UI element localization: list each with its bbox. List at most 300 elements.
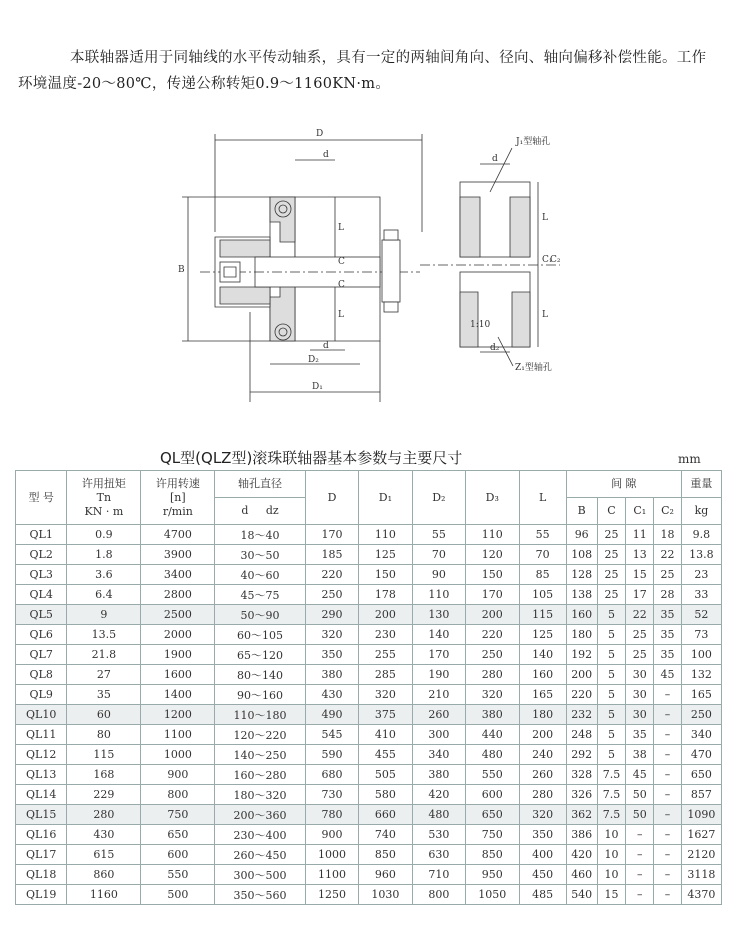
table-cell: 800 xyxy=(141,785,215,805)
table-row xyxy=(16,685,722,705)
table-cell: 850 xyxy=(359,845,412,865)
table-cell: 260 xyxy=(412,705,465,725)
table-cell: 650 xyxy=(681,765,721,785)
table-cell: QL9 xyxy=(16,685,67,705)
table-cell: 108 xyxy=(566,545,597,565)
table-cell: 460 xyxy=(566,865,597,885)
table-cell: QL12 xyxy=(16,745,67,765)
table-cell: – xyxy=(654,885,682,905)
table-cell: 857 xyxy=(681,785,721,805)
table-cell: 150 xyxy=(359,565,412,585)
table-cell: 90～160 xyxy=(215,685,305,705)
table-row xyxy=(16,885,722,905)
table-cell: 380 xyxy=(305,665,358,685)
table-cell: 120 xyxy=(466,545,519,565)
table-cell: 730 xyxy=(305,785,358,805)
table-cell: 380 xyxy=(412,765,465,785)
table-cell: 800 xyxy=(412,885,465,905)
table-cell: 710 xyxy=(412,865,465,885)
table-cell: 65～120 xyxy=(215,645,305,665)
table-cell: 580 xyxy=(359,785,412,805)
table-cell: 200 xyxy=(466,605,519,625)
table-cell: 440 xyxy=(466,725,519,745)
taper-label: 1:10 xyxy=(470,320,491,330)
table-cell: 362 xyxy=(566,805,597,825)
table-cell: 232 xyxy=(566,705,597,725)
table-cell: 1400 xyxy=(141,685,215,705)
table-cell: 140～250 xyxy=(215,745,305,765)
table-cell: 170 xyxy=(412,645,465,665)
table-cell: 25 xyxy=(597,565,626,585)
table-cell: – xyxy=(626,825,654,845)
table-cell: 70 xyxy=(519,545,566,565)
table-cell: 250 xyxy=(305,585,358,605)
table-cell: 45 xyxy=(654,665,682,685)
table-cell: 1090 xyxy=(681,805,721,825)
table-cell: 900 xyxy=(305,825,358,845)
table-cell: 80 xyxy=(67,725,141,745)
dim-D-label: D xyxy=(316,129,324,139)
header-D1: D₁ xyxy=(359,471,412,525)
table-row xyxy=(16,645,722,665)
table-cell: 50 xyxy=(626,785,654,805)
table-cell: – xyxy=(654,825,682,845)
table-cell: 1250 xyxy=(305,885,358,905)
table-cell: 350～560 xyxy=(215,885,305,905)
table-cell: 3118 xyxy=(681,865,721,885)
table-cell: QL4 xyxy=(16,585,67,605)
table-cell: QL16 xyxy=(16,825,67,845)
table-cell: 7.5 xyxy=(597,785,626,805)
table-cell: 5 xyxy=(597,745,626,765)
table-cell: 280 xyxy=(519,785,566,805)
table-cell: 650 xyxy=(466,805,519,825)
table-row xyxy=(16,805,722,825)
table-cell: 115 xyxy=(519,605,566,625)
table-row xyxy=(16,725,722,745)
header-weight-unit: kg xyxy=(681,498,721,525)
table-cell: 10 xyxy=(597,825,626,845)
table-cell: 260～450 xyxy=(215,845,305,865)
table-row xyxy=(16,845,722,865)
table-cell: 290 xyxy=(305,605,358,625)
table-cell: 100 xyxy=(681,645,721,665)
table-cell: QL15 xyxy=(16,805,67,825)
table-cell: 780 xyxy=(305,805,358,825)
table-cell: 35 xyxy=(654,605,682,625)
header-bore-sub: d dz xyxy=(215,498,305,525)
table-cell: 470 xyxy=(681,745,721,765)
table-cell: 22 xyxy=(654,545,682,565)
table-cell: 165 xyxy=(519,685,566,705)
table-cell: 35 xyxy=(626,725,654,745)
table-cell: 1600 xyxy=(141,665,215,685)
table-cell: 650 xyxy=(141,825,215,845)
table-cell: 1627 xyxy=(681,825,721,845)
header-B: B xyxy=(566,498,597,525)
table-cell: 13.8 xyxy=(681,545,721,565)
dim-D2-label: D₂ xyxy=(308,355,319,365)
table-cell: 480 xyxy=(466,745,519,765)
table-cell: 27 xyxy=(67,665,141,685)
table-cell: 45 xyxy=(626,765,654,785)
table-cell: 250 xyxy=(681,705,721,725)
header-speed: 许用转速 [n] r/min xyxy=(141,471,215,525)
dim-L-right-lower-label: L xyxy=(542,310,548,320)
table-cell: 229 xyxy=(67,785,141,805)
table-cell: 40～60 xyxy=(215,565,305,585)
table-cell: – xyxy=(654,865,682,885)
table-cell: 1200 xyxy=(141,705,215,725)
table-cell: 120～220 xyxy=(215,725,305,745)
table-cell: 23 xyxy=(681,565,721,585)
table-cell: 3400 xyxy=(141,565,215,585)
table-cell: 25 xyxy=(597,545,626,565)
table-row xyxy=(16,765,722,785)
table-cell: 200 xyxy=(519,725,566,745)
table-cell: QL2 xyxy=(16,545,67,565)
table-cell: 125 xyxy=(519,625,566,645)
table-cell: 300～500 xyxy=(215,865,305,885)
main-section-view xyxy=(178,129,422,402)
table-cell: 740 xyxy=(359,825,412,845)
table-cell: 50 xyxy=(626,805,654,825)
header-weight: 重量 xyxy=(681,471,721,498)
table-row xyxy=(16,865,722,885)
table-cell: 25 xyxy=(597,525,626,545)
table-cell: 1160 xyxy=(67,885,141,905)
table-row xyxy=(16,525,722,545)
header-torque: 许用扭矩 Tn KN · m xyxy=(67,471,141,525)
table-cell: 2800 xyxy=(141,585,215,605)
table-cell: 132 xyxy=(681,665,721,685)
table-cell: QL5 xyxy=(16,605,67,625)
table-cell: 7.5 xyxy=(597,805,626,825)
table-cell: 180 xyxy=(519,705,566,725)
table-cell: 5 xyxy=(597,605,626,625)
table-cell: QL3 xyxy=(16,565,67,585)
table-cell: 455 xyxy=(359,745,412,765)
table-cell: – xyxy=(654,845,682,865)
table-cell: 260 xyxy=(519,765,566,785)
table-cell: 60 xyxy=(67,705,141,725)
table-row xyxy=(16,565,722,585)
table-cell: 125 xyxy=(359,545,412,565)
table-cell: 430 xyxy=(67,825,141,845)
table-cell: – xyxy=(626,845,654,865)
table-cell: – xyxy=(654,805,682,825)
table-row xyxy=(16,625,722,645)
table-cell: 200～360 xyxy=(215,805,305,825)
dim-B-label: B xyxy=(178,265,185,275)
table-cell: 660 xyxy=(359,805,412,825)
table-cell: 1.8 xyxy=(67,545,141,565)
table-cell: 200 xyxy=(359,605,412,625)
dim-C1-label: C₁ xyxy=(542,255,553,265)
table-cell: 400 xyxy=(519,845,566,865)
dim-C-lower-label: C xyxy=(338,280,345,290)
table-cell: 25 xyxy=(597,585,626,605)
table-cell: QL1 xyxy=(16,525,67,545)
table-cell: 15 xyxy=(597,885,626,905)
dim-C-upper-label: C xyxy=(338,257,345,267)
table-cell: 545 xyxy=(305,725,358,745)
table-cell: 45～75 xyxy=(215,585,305,605)
header-D3: D₃ xyxy=(466,471,519,525)
dim-D1-label: D₁ xyxy=(312,382,323,392)
table-cell: 220 xyxy=(466,625,519,645)
table-cell: 300 xyxy=(412,725,465,745)
table-cell: 386 xyxy=(566,825,597,845)
parameters-table xyxy=(15,470,722,905)
table-row xyxy=(16,585,722,605)
table-row xyxy=(16,605,722,625)
table-cell: 30 xyxy=(626,685,654,705)
table-cell: – xyxy=(654,725,682,745)
table-cell: 96 xyxy=(566,525,597,545)
table-cell: 28 xyxy=(654,585,682,605)
table-cell: 10 xyxy=(597,845,626,865)
table-cell: 1100 xyxy=(305,865,358,885)
table-cell: 35 xyxy=(654,645,682,665)
table-row xyxy=(16,785,722,805)
table-cell: 5 xyxy=(597,645,626,665)
table-cell: 615 xyxy=(67,845,141,865)
table-cell: 285 xyxy=(359,665,412,685)
table-cell: 80～140 xyxy=(215,665,305,685)
table-cell: 485 xyxy=(519,885,566,905)
table-cell: 110 xyxy=(359,525,412,545)
table-cell: QL10 xyxy=(16,705,67,725)
table-cell: 115 xyxy=(67,745,141,765)
table-cell: 220 xyxy=(566,685,597,705)
table-row xyxy=(16,825,722,845)
table-cell: 33 xyxy=(681,585,721,605)
coupling-technical-drawing xyxy=(120,112,610,412)
table-cell: 410 xyxy=(359,725,412,745)
table-cell: 328 xyxy=(566,765,597,785)
table-cell: 2120 xyxy=(681,845,721,865)
table-cell: 3.6 xyxy=(67,565,141,585)
table-cell: 140 xyxy=(519,645,566,665)
table-cell: 1050 xyxy=(466,885,519,905)
table-cell: 450 xyxy=(519,865,566,885)
table-cell: 15 xyxy=(626,565,654,585)
table-cell: 900 xyxy=(141,765,215,785)
table-cell: 21.8 xyxy=(67,645,141,665)
header-C2: C₂ xyxy=(654,498,682,525)
table-cell: 350 xyxy=(519,825,566,845)
table-cell: 5 xyxy=(597,685,626,705)
table-cell: 860 xyxy=(67,865,141,885)
table-cell: 60～105 xyxy=(215,625,305,645)
table-cell: 178 xyxy=(359,585,412,605)
table-cell: 550 xyxy=(466,765,519,785)
table-cell: 230～400 xyxy=(215,825,305,845)
table-cell: 192 xyxy=(566,645,597,665)
table-cell: – xyxy=(654,745,682,765)
table-cell: 25 xyxy=(626,645,654,665)
table-cell: 340 xyxy=(412,745,465,765)
table-unit: mm xyxy=(678,452,701,466)
table-cell: 73 xyxy=(681,625,721,645)
table-cell: 7.5 xyxy=(597,765,626,785)
table-cell: 1900 xyxy=(141,645,215,665)
table-cell: QL11 xyxy=(16,725,67,745)
table-row xyxy=(16,545,722,565)
table-cell: QL17 xyxy=(16,845,67,865)
table-cell: 110～180 xyxy=(215,705,305,725)
table-cell: 30 xyxy=(626,665,654,685)
table-cell: 2500 xyxy=(141,605,215,625)
table-cell: 210 xyxy=(412,685,465,705)
header-L: L xyxy=(519,471,566,525)
table-cell: 1030 xyxy=(359,885,412,905)
table-cell: 375 xyxy=(359,705,412,725)
table-cell: 180～320 xyxy=(215,785,305,805)
table-cell: 950 xyxy=(466,865,519,885)
bore-detail-views xyxy=(420,135,561,373)
dim-C2-label: C₂ xyxy=(550,255,561,265)
z1-bore-label: Z₁型轴孔 xyxy=(515,363,552,373)
table-cell: QL19 xyxy=(16,885,67,905)
dim-d-top-label: d xyxy=(323,150,329,160)
table-cell: 540 xyxy=(566,885,597,905)
table-cell: 90 xyxy=(412,565,465,585)
header-D2: D₂ xyxy=(412,471,465,525)
table-cell: 11 xyxy=(626,525,654,545)
table-row xyxy=(16,745,722,765)
table-cell: 420 xyxy=(412,785,465,805)
table-cell: 5 xyxy=(597,665,626,685)
table-cell: 110 xyxy=(466,525,519,545)
table-cell: 4700 xyxy=(141,525,215,545)
table-cell: 850 xyxy=(466,845,519,865)
table-cell: 0.9 xyxy=(67,525,141,545)
table-cell: 35 xyxy=(654,625,682,645)
table-cell: 85 xyxy=(519,565,566,585)
table-cell: QL14 xyxy=(16,785,67,805)
table-cell: 1000 xyxy=(305,845,358,865)
table-cell: QL13 xyxy=(16,765,67,785)
table-cell: 50～90 xyxy=(215,605,305,625)
table-cell: 200 xyxy=(566,665,597,685)
table-title: QL型(QLZ型)滚珠联轴器基本参数与主要尺寸 xyxy=(160,449,463,467)
table-cell: 13 xyxy=(626,545,654,565)
table-cell: 960 xyxy=(359,865,412,885)
table-cell: 230 xyxy=(359,625,412,645)
table-cell: 380 xyxy=(466,705,519,725)
table-cell: 340 xyxy=(681,725,721,745)
table-cell: 4370 xyxy=(681,885,721,905)
table-cell: 326 xyxy=(566,785,597,805)
table-cell: 255 xyxy=(359,645,412,665)
table-cell: 52 xyxy=(681,605,721,625)
table-cell: 165 xyxy=(681,685,721,705)
table-cell: 250 xyxy=(466,645,519,665)
table-cell: – xyxy=(626,885,654,905)
table-cell: 140 xyxy=(412,625,465,645)
header-model: 型 号 xyxy=(16,471,67,525)
table-cell: 320 xyxy=(305,625,358,645)
table-cell: 180 xyxy=(566,625,597,645)
table-cell: 18 xyxy=(654,525,682,545)
table-cell: 750 xyxy=(141,805,215,825)
table-cell: 3900 xyxy=(141,545,215,565)
dim-L-lower-label: L xyxy=(338,310,344,320)
table-cell: 600 xyxy=(141,845,215,865)
table-cell: 480 xyxy=(412,805,465,825)
table-cell: 320 xyxy=(519,805,566,825)
table-cell: 190 xyxy=(412,665,465,685)
table-cell: 22 xyxy=(626,605,654,625)
table-cell: 30～50 xyxy=(215,545,305,565)
table-cell: 600 xyxy=(466,785,519,805)
table-cell: 170 xyxy=(305,525,358,545)
table-cell: 110 xyxy=(412,585,465,605)
table-cell: 168 xyxy=(67,765,141,785)
table-cell: 160 xyxy=(566,605,597,625)
table-cell: 505 xyxy=(359,765,412,785)
dim-d-right-label: d xyxy=(492,154,498,164)
table-cell: 1100 xyxy=(141,725,215,745)
table-cell: 25 xyxy=(626,625,654,645)
table-cell: 138 xyxy=(566,585,597,605)
table-cell: 35 xyxy=(67,685,141,705)
table-cell: 320 xyxy=(359,685,412,705)
table-cell: 680 xyxy=(305,765,358,785)
table-cell: 38 xyxy=(626,745,654,765)
table-cell: 5 xyxy=(597,705,626,725)
table-cell: 430 xyxy=(305,685,358,705)
table-cell: 6.4 xyxy=(67,585,141,605)
table-cell: QL6 xyxy=(16,625,67,645)
table-cell: 70 xyxy=(412,545,465,565)
table-cell: – xyxy=(654,765,682,785)
table-cell: 160～280 xyxy=(215,765,305,785)
header-C: C xyxy=(597,498,626,525)
table-cell: 500 xyxy=(141,885,215,905)
table-cell: 13.5 xyxy=(67,625,141,645)
table-cell: QL18 xyxy=(16,865,67,885)
table-cell: 240 xyxy=(519,745,566,765)
table-row xyxy=(16,705,722,725)
table-cell: 130 xyxy=(412,605,465,625)
table-cell: 2000 xyxy=(141,625,215,645)
table-cell: 185 xyxy=(305,545,358,565)
header-D: D xyxy=(305,471,358,525)
dim-d2-right-label: d₂ xyxy=(490,343,500,353)
table-cell: 630 xyxy=(412,845,465,865)
j1-bore-label: J₁型轴孔 xyxy=(516,137,551,147)
table-cell: 292 xyxy=(566,745,597,765)
table-cell: 10 xyxy=(597,865,626,885)
header-bore: 轴孔直径 xyxy=(215,471,305,498)
table-cell: 128 xyxy=(566,565,597,585)
table-cell: 750 xyxy=(466,825,519,845)
dim-L-upper-label: L xyxy=(338,223,344,233)
table-cell: 590 xyxy=(305,745,358,765)
table-cell: – xyxy=(626,865,654,885)
intro-paragraph: 本联轴器适用于同轴线的水平传动轴系，具有一定的两轴间角向、径向、轴向偏移补偿性能。工作环境温度-20～80℃，传递公称转矩0.9～1160KN·m。 xyxy=(18,49,707,92)
table-cell: – xyxy=(654,785,682,805)
table-cell: 105 xyxy=(519,585,566,605)
table-cell: 170 xyxy=(466,585,519,605)
table-cell: QL7 xyxy=(16,645,67,665)
table-cell: 280 xyxy=(466,665,519,685)
table-cell: 55 xyxy=(412,525,465,545)
table-cell: 17 xyxy=(626,585,654,605)
